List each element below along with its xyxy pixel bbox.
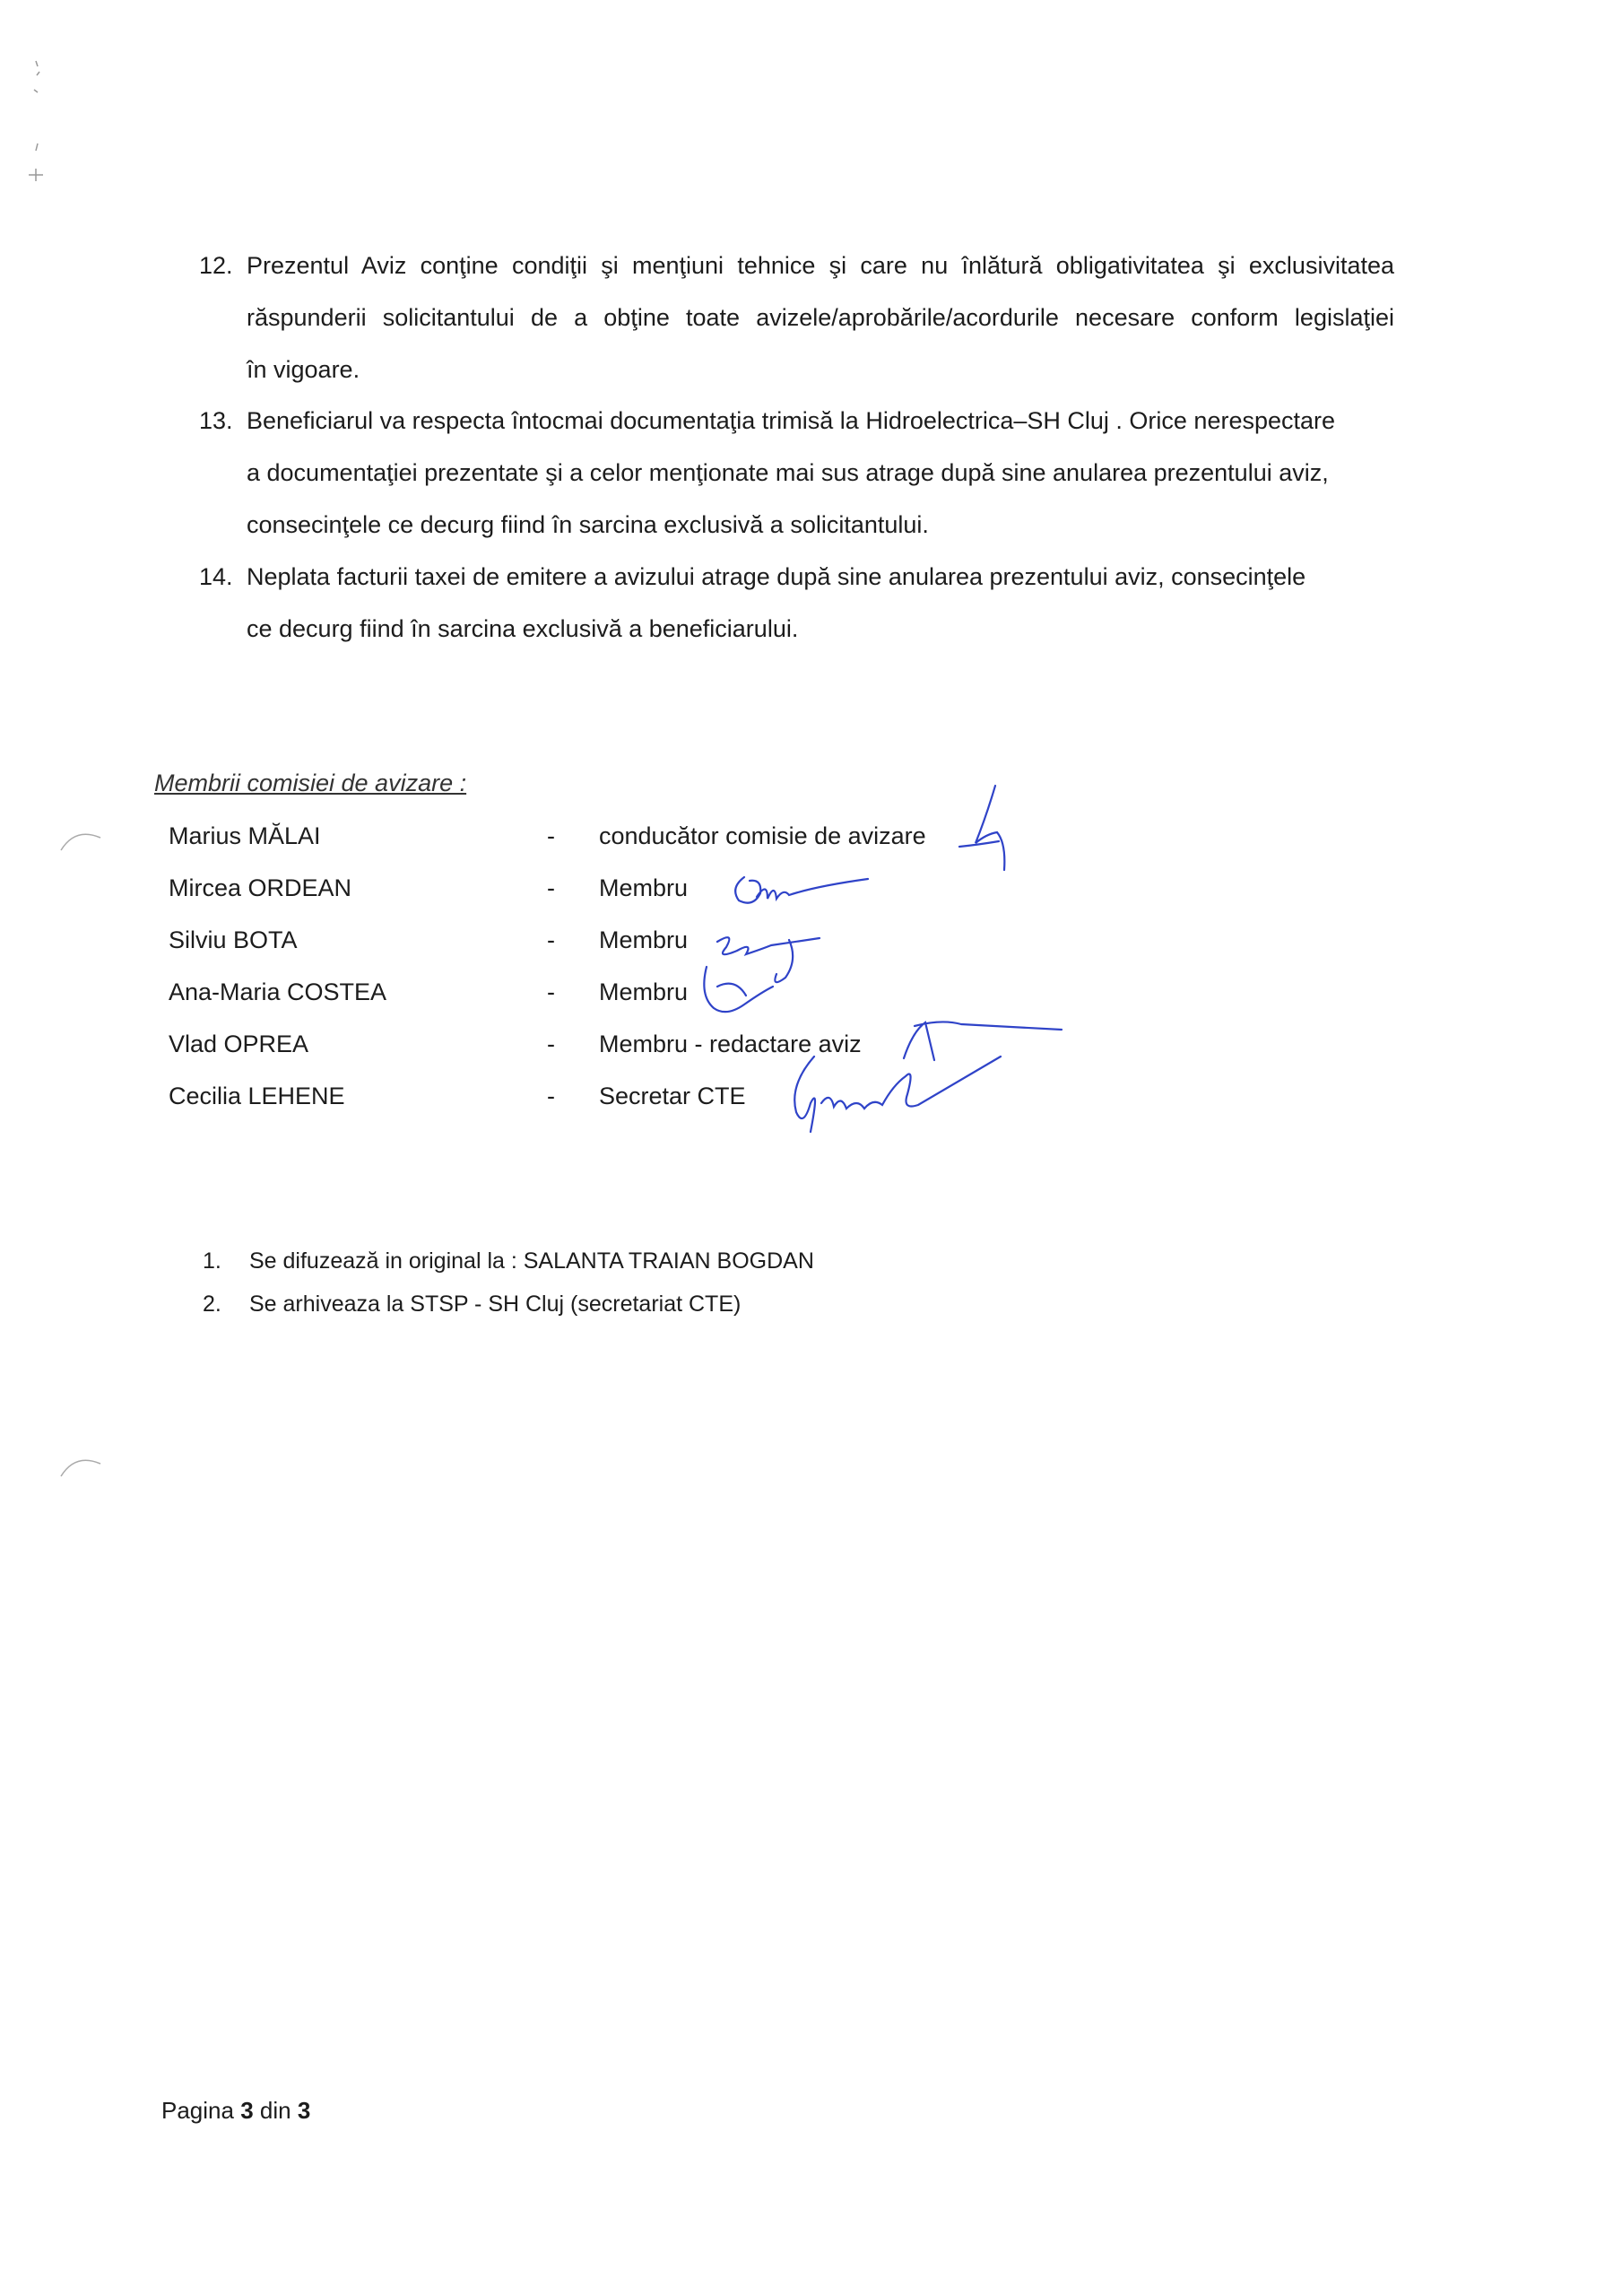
page-total: 3 <box>297 2097 311 2124</box>
clause-number: 12. <box>199 252 233 279</box>
clause-line: Neplata facturii taxei de emitere a avizului atrage după sine anularea prezentului aviz, consecinţele <box>247 563 1306 590</box>
page-number <box>161 2097 310 2125</box>
signature-ordean <box>726 861 879 915</box>
punch-hole-mark-top <box>59 825 104 852</box>
commission-title: Membrii comisiei de avizare : <box>154 770 467 796</box>
clause-line: în vigoare. <box>247 356 360 383</box>
clause-line: Prezentul Aviz conţine condiţii şi menţiuni tehnice şi care nu înlătură obligativitatea şi exclusivitatea <box>247 252 1394 279</box>
member-dash: - <box>547 874 555 901</box>
clause-text <box>247 551 1394 655</box>
punch-hole-mark-bottom <box>59 1451 104 1478</box>
clause-line: a documentaţiei prezentate şi a celor menţionate mai sus atrage după sine anularea prezentului aviz, <box>247 459 1329 486</box>
clause-line: ce decurg fiind în sarcina exclusivă a beneficiarului. <box>247 615 799 642</box>
clause-14 <box>199 551 1392 655</box>
page-prefix: Pagina <box>161 2097 241 2124</box>
member-name: Cecilia LEHENE <box>169 1083 345 1109</box>
page-current: 3 <box>240 2097 254 2124</box>
member-name: Silviu BOTA <box>169 926 298 953</box>
member-role: conducător comisie de avizare <box>599 822 926 849</box>
distribution-item-1 <box>203 1248 814 1274</box>
member-dash: - <box>547 1083 555 1109</box>
clause-12 <box>199 239 1392 396</box>
member-dash: - <box>547 1031 555 1057</box>
clause-number: 13. <box>199 407 233 434</box>
distribution-text: Se arhiveaza la STSP - SH Cluj (secretariat CTE) <box>249 1292 742 1317</box>
clause-line: Beneficiarul va respecta întocmai documentaţia trimisă la Hidroelectrica–SH Cluj . Orice nerespectare <box>247 407 1336 434</box>
signature-lehene <box>771 1049 1013 1139</box>
clause-13 <box>199 395 1392 551</box>
member-role: Membru <box>599 926 689 953</box>
member-name: Marius MĂLAI <box>169 822 321 849</box>
distribution-text: Se difuzează in original la : SALANTA TRAIAN BOGDAN <box>249 1248 814 1274</box>
clause-line: consecinţele ce decurg fiind în sarcina exclusivă a solicitantului. <box>247 511 929 538</box>
clause-text <box>247 395 1394 551</box>
clause-text <box>247 239 1394 396</box>
distribution-item-2 <box>203 1292 741 1318</box>
scan-margin-marks <box>16 54 52 188</box>
member-role: Membru - redactare aviz <box>599 1031 862 1057</box>
page-middle: din <box>253 2097 298 2124</box>
distribution-number: 1. <box>203 1248 221 1274</box>
member-name: Ana-Maria COSTEA <box>169 978 387 1005</box>
clause-line: răspunderii solicitantului de a obţine toate avizele/aprobările/acordurile necesare conform legislaţiei <box>247 304 1394 331</box>
member-role: Secretar CTE <box>599 1083 746 1109</box>
member-name: Mircea ORDEAN <box>169 874 352 901</box>
member-name: Vlad OPREA <box>169 1031 309 1057</box>
member-dash: - <box>547 822 555 849</box>
member-role: Membru <box>599 978 689 1005</box>
member-role: Membru <box>599 874 689 901</box>
distribution-number: 2. <box>203 1292 221 1317</box>
signature-malai <box>924 780 1022 879</box>
clause-number: 14. <box>199 563 233 590</box>
member-dash: - <box>547 926 555 953</box>
signature-costea <box>690 960 789 1022</box>
member-dash: - <box>547 978 555 1005</box>
